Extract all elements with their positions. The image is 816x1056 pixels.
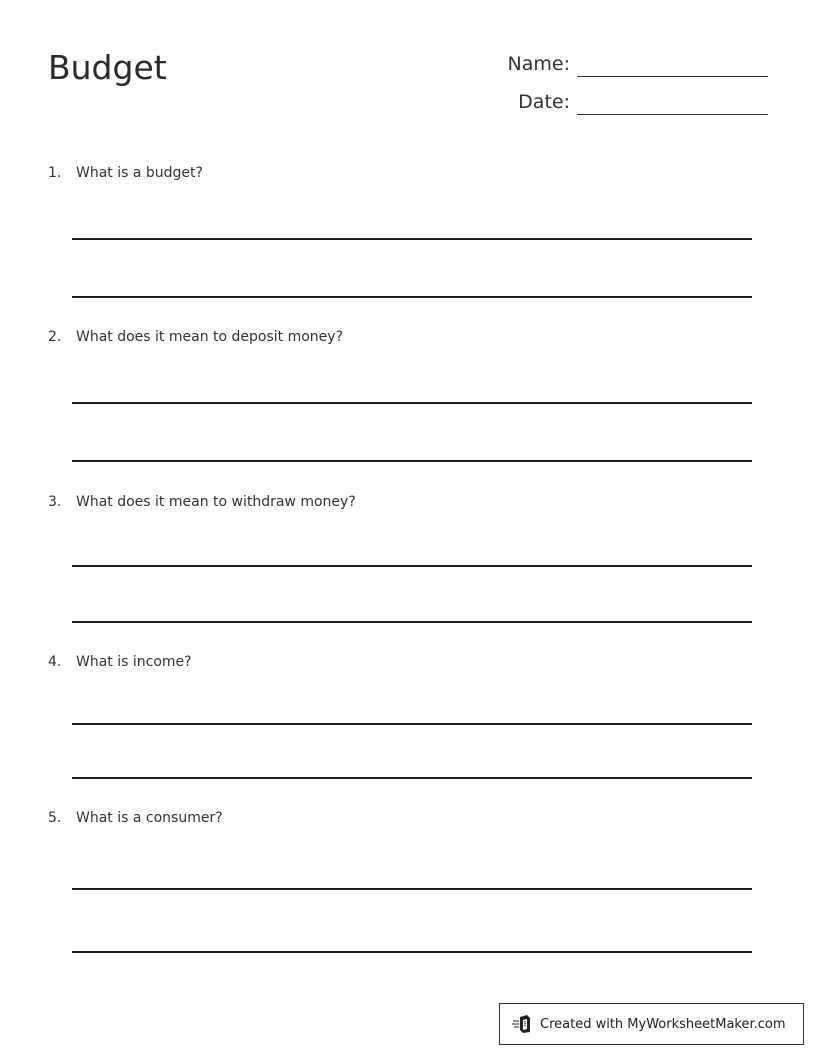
page-title: Budget	[48, 48, 167, 87]
question-number: 2.	[48, 329, 62, 345]
answer-line-5b[interactable]	[72, 951, 752, 953]
answer-line-4a[interactable]	[72, 723, 752, 725]
question-number: 3.	[48, 494, 62, 510]
answer-line-3a[interactable]	[72, 565, 752, 567]
question-number: 1.	[48, 165, 62, 181]
answer-line-2b[interactable]	[72, 460, 752, 462]
footer-credit[interactable]	[499, 1003, 804, 1045]
footer-text: Created with MyWorksheetMaker.com	[540, 1016, 786, 1032]
question-1	[48, 164, 203, 182]
answer-line-5a[interactable]	[72, 888, 752, 890]
question-text: What is a consumer?	[76, 810, 223, 826]
question-2	[48, 328, 343, 346]
question-text: What does it mean to withdraw money?	[76, 494, 356, 510]
answer-line-2a[interactable]	[72, 402, 752, 404]
answer-line-3b[interactable]	[72, 621, 752, 623]
question-number: 5.	[48, 810, 62, 826]
name-field-line[interactable]	[577, 76, 768, 77]
question-4	[48, 653, 192, 671]
question-text: What does it mean to deposit money?	[76, 329, 344, 345]
answer-line-4b[interactable]	[72, 777, 752, 779]
worksheet-maker-logo-icon	[512, 1013, 534, 1035]
name-label: Name:	[507, 53, 570, 75]
question-text: What is income?	[76, 654, 192, 670]
question-5	[48, 809, 223, 827]
question-number: 4.	[48, 654, 62, 670]
date-field-line[interactable]	[577, 114, 768, 115]
question-3	[48, 493, 356, 511]
answer-line-1b[interactable]	[72, 296, 752, 298]
question-text: What is a budget?	[76, 165, 203, 181]
answer-line-1a[interactable]	[72, 238, 752, 240]
date-label: Date:	[518, 91, 570, 113]
